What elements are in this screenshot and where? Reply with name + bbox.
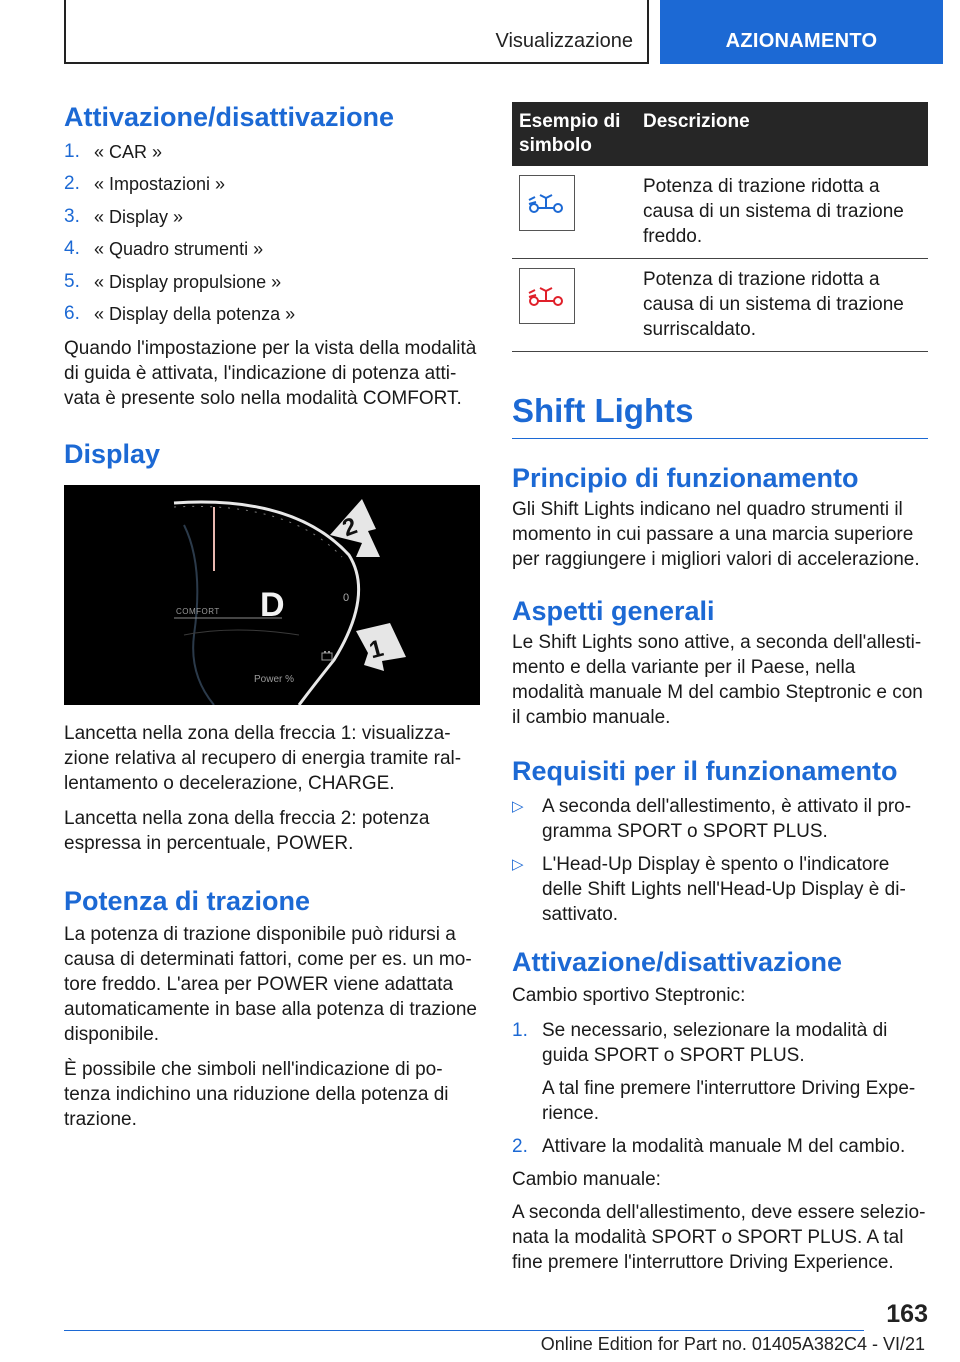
principle-heading: Principio di funzionamento (512, 463, 859, 493)
list-item: ▷ L'Head-Up Display è spento o l'indicatore delle Shift Lights nell'Head-Up Display è disattivato. (512, 854, 906, 925)
table-header-symbol: Esempio di simbolo (512, 102, 636, 166)
table-cell-description: Potenza di trazione ridotta a causa di un sistema di trazione surriscaldato. (636, 259, 928, 352)
svg-text:1: 1 (366, 635, 387, 665)
menu-path-list (64, 136, 480, 330)
list-item: ▷ A seconda dell'allestimento, è attivato il programma SPORT o SPORT PLUS. (512, 796, 912, 842)
bullet-triangle-icon: ▷ (512, 798, 524, 815)
header-section-tab (64, 0, 649, 64)
activation-steps-list (512, 1018, 928, 1159)
footer-edition: Online Edition for Part no. 01405A382C4 - VI/21 (540, 1334, 925, 1354)
requirements-list (512, 794, 928, 927)
list-item: 6. « Display della potenza » (64, 303, 296, 325)
shift-lights-heading: Shift Lights (512, 390, 928, 439)
manual-paragraph: A seconda dell'allestimento, deve essere selezionata la modalità SPORT o SPORT PLUS. A tal fine premere l'interruttore Driving Experience. (512, 1202, 926, 1273)
requirements-heading: Requisiti per il funzionamento (512, 756, 898, 786)
header-chapter-tab (660, 0, 943, 64)
arrow-1-callout (356, 623, 406, 671)
list-item: 4. « Quadro strumenti » (64, 238, 264, 260)
general-paragraph: Le Shift Lights sono attive, a seconda dell'allestimento e della variante per il Paese, nella modalità manuale M del cambio Steptronic e con il cambio manuale. (512, 632, 923, 728)
list-item: 1. « CAR » (64, 141, 163, 162)
table-row (512, 259, 928, 352)
hot-drivetrain-icon (519, 268, 575, 324)
activation-paragraph: Quando l'impostazione per la vista della modalità di guida è attivata, l'indicazione di potenza attivata è presente solo nella modalità COMFORT. (64, 338, 477, 410)
arrow-2-paragraph: Lancetta nella zona della freccia 2: potenza espressa in percentuale, POWER. (64, 808, 430, 855)
header-section-label: Visualizzazione (495, 30, 633, 52)
bullet-triangle-icon: ▷ (512, 856, 524, 873)
page-number: 163 (886, 1300, 928, 1328)
gauge-zero-label: 0 (343, 592, 350, 605)
general-heading: Aspetti generali (512, 596, 715, 626)
svg-text:2: 2 (338, 512, 361, 543)
header-chapter-label: AZIONAMENTO (725, 30, 878, 52)
traction-power-heading: Potenza di trazione (64, 886, 311, 917)
table-header-description: Descrizione (636, 102, 928, 166)
footer-divider (64, 1330, 864, 1331)
cold-drivetrain-icon (519, 175, 575, 231)
instrument-cluster-figure (64, 485, 480, 705)
gear-indicator: D (260, 586, 285, 625)
arrow-2-callout (330, 499, 380, 557)
mode-label: COMFORT (176, 607, 220, 617)
list-item: 2. « Impostazioni » (64, 173, 226, 195)
arrow-1-paragraph: Lancetta nella zona della freccia 1: visualizzazione relativa al recupero di energia tramite rallentamento o decelerazione, CHARGE. (64, 723, 462, 795)
principle-paragraph: Gli Shift Lights indicano nel quadro strumenti il momento in cui passare a una marcia superiore per raggiungere i migliori valori di accelerazione. (512, 499, 920, 570)
power-label: Power % (254, 674, 295, 686)
shift-activation-heading: Attivazione/disattivazione (512, 947, 843, 977)
table-header-row (512, 102, 928, 166)
power-gauge-graphic (64, 485, 480, 705)
traction-power-paragraph: La potenza di trazione disponibile può ridursi a causa di determinati fattori, come per es. un motore freddo. L'area per POWER viene adattata automaticamente in base alla potenza di trazione disponibile. (64, 924, 477, 1046)
left-column (64, 100, 480, 1132)
traction-symbols-paragraph: È possibile che simboli nell'indicazione di potenza indichino una riduzione della potenza di trazione. (64, 1059, 449, 1131)
list-item: 1. Se necessario, selezionare la modalità di guida SPORT o SPORT PLUS. A tal fine premere l'interruttore Driving Experience. (512, 1020, 916, 1124)
list-item: 3. « Display » (64, 205, 184, 227)
activation-heading: Attivazione/disattivazione (64, 102, 395, 132)
symbol-table (512, 102, 928, 352)
right-column (512, 102, 928, 1275)
steptronic-label: Cambio sportivo Steptronic: (512, 985, 746, 1006)
list-item: 2. Attivare la modalità manuale M del cambio. (512, 1136, 906, 1157)
list-item: 5. « Display propulsione » (64, 270, 282, 292)
table-row (512, 166, 928, 259)
manual-label: Cambio manuale: (512, 1169, 661, 1190)
display-heading: Display (64, 439, 161, 470)
battery-icon (322, 651, 332, 660)
table-cell-description: Potenza di trazione ridotta a causa di un sistema di trazione freddo. (636, 166, 928, 259)
